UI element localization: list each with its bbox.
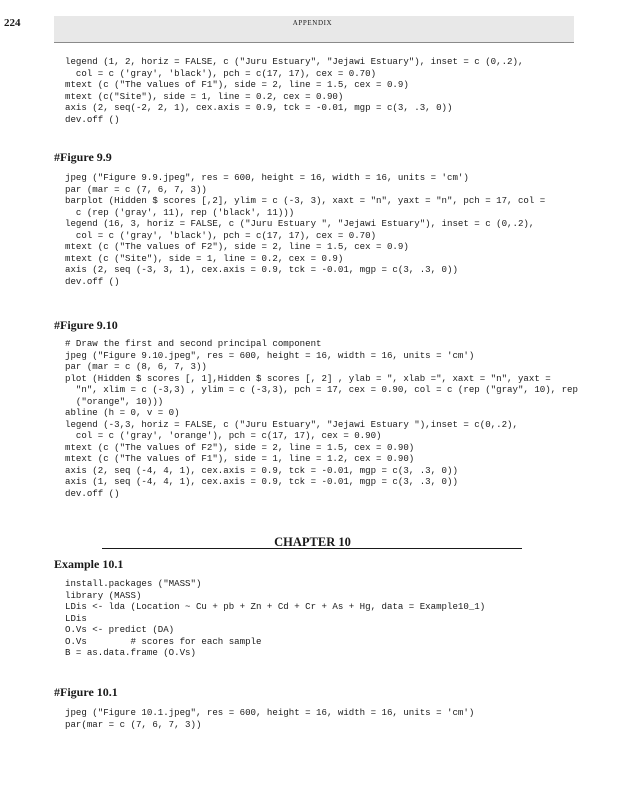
code-block-figure-9-10	[65, 338, 578, 499]
code-block-figure-10-1	[65, 707, 474, 730]
chapter-rule	[102, 548, 522, 549]
code-line: dev.off ()	[65, 275, 120, 287]
code-line: mtext (c ("Site"), side = 1, line = 0.2, cex = 0.9)	[65, 252, 344, 264]
code-line: mtext (c("Site"), side = 1, line = 0.2, cex = 0.90)	[65, 90, 344, 102]
code-line: legend (1, 2, horiz = FALSE, c ("Juru Estuary", "Jejawi Estuary"), inset = c (0,.2),	[65, 56, 524, 67]
code-line: par (mar = c (7, 6, 7, 3))	[65, 183, 207, 195]
code-block-figure-9-9	[65, 172, 545, 287]
code-line: barplot (Hidden $ scores [,2], ylim = c (-3, 3), xaxt = "n", yaxt = "n", pch = 17, col =	[65, 195, 546, 206]
code-line: mtext (c ("The values of F1"), side = 2, line = 1.5, cex = 0.9)	[65, 79, 409, 90]
code-line: LDis <- lda (Location ~ Cu + pb + Zn + Cd + Cr + As + Hg, data = Example10_1)	[65, 601, 486, 612]
heading-figure-9-9: #Figure 9.9	[54, 150, 112, 164]
heading-figure-9-10: #Figure 9.10	[54, 318, 118, 332]
heading-example-10-1: Example 10.1	[54, 557, 124, 571]
code-line: plot (Hidden $ scores [, 1],Hidden $ scores [, 2] , ylab = ", xlab =", xaxt = "n", yaxt =	[65, 372, 551, 384]
code-line: ("orange", 10)))	[65, 395, 164, 407]
code-line: par(mar = c (7, 6, 7, 3))	[65, 718, 202, 730]
code-line: # Draw the first and second principal component	[65, 338, 322, 349]
code-line: axis (1, seq (-4, 4, 1), cex.axis = 0.9, tck = -0.01, mgp = c(3, .3, 0))	[65, 476, 458, 487]
code-line: col = c ('gray', 'orange'), pch = c(17, 17), cex = 0.90)	[65, 430, 382, 441]
code-line: axis (2, seq(-2, 2, 1), cex.axis = 0.9, tck = -0.01, mgp = c(3, .3, 0))	[65, 102, 453, 113]
code-line: dev.off ()	[65, 487, 120, 499]
code-line: jpeg ("Figure 9.10.jpeg", res = 600, height = 16, width = 16, units = 'cm')	[65, 349, 475, 361]
code-line: mtext (c ("The values of F1"), side = 1, line = 1.2, cex = 0.90)	[65, 453, 415, 464]
code-line: legend (16, 3, horiz = FALSE, c ("Juru Estuary ", "Jejawi Estuary"), inset = c (0,.2),	[65, 218, 535, 229]
code-line: mtext (c ("The values of F2"), side = 2, line = 1.5, cex = 0.90)	[65, 441, 415, 453]
code-line: mtext (c ("The values of F2"), side = 2, line = 1.5, cex = 0.9)	[65, 241, 409, 252]
code-line: LDis	[65, 612, 87, 624]
code-line: col = c ('gray', 'black'), pch = c(17, 17), cex = 0.70)	[65, 229, 377, 241]
heading-figure-10-1: #Figure 10.1	[54, 685, 118, 699]
code-line: legend (-3,3, horiz = FALSE, c ("Juru Estuary", "Jejawi Estuary "),inset = c(0,.2),	[65, 418, 518, 430]
code-line: O.Vs <- predict (DA)	[65, 624, 175, 635]
code-line: jpeg ("Figure 9.9.jpeg", res = 600, height = 16, width = 16, units = 'cm')	[65, 172, 469, 183]
code-line: jpeg ("Figure 10.1.jpeg", res = 600, height = 16, width = 16, units = 'cm')	[65, 707, 475, 718]
code-line: abline (h = 0, v = 0)	[65, 407, 180, 418]
code-line: O.Vs # scores for each sample	[65, 635, 262, 647]
code-line: col = c ('gray', 'black'), pch = c(17, 17), cex = 0.70)	[65, 67, 377, 79]
chapter-title: CHAPTER 10	[274, 535, 351, 549]
code-line: c (rep ('gray', 11), rep ('black', 11)))	[65, 206, 295, 218]
code-line: "n", xlim = c (-3,3) , ylim = c (-3,3), pch = 17, cex = 0.90, col = c (rep ("gray", 10), rep	[65, 384, 578, 395]
code-line: library (MASS)	[65, 589, 142, 601]
code-line: axis (2, seq (-3, 3, 1), cex.axis = 0.9, tck = -0.01, mgp = c(3, .3, 0))	[65, 264, 458, 275]
running-head: APPENDIX	[292, 19, 333, 27]
code-block-example-10-1	[65, 578, 485, 659]
code-line: axis (2, seq (-4, 4, 1), cex.axis = 0.9, tck = -0.01, mgp = c(3, .3, 0))	[65, 464, 458, 476]
code-line: dev.off ()	[65, 113, 120, 125]
page-number: 224	[4, 17, 21, 29]
code-line: B = as.data.frame (O.Vs)	[65, 647, 196, 658]
code-line: par (mar = c (8, 6, 7, 3))	[65, 361, 207, 372]
code-block-top	[65, 56, 523, 125]
code-line: install.packages ("MASS")	[65, 578, 202, 589]
